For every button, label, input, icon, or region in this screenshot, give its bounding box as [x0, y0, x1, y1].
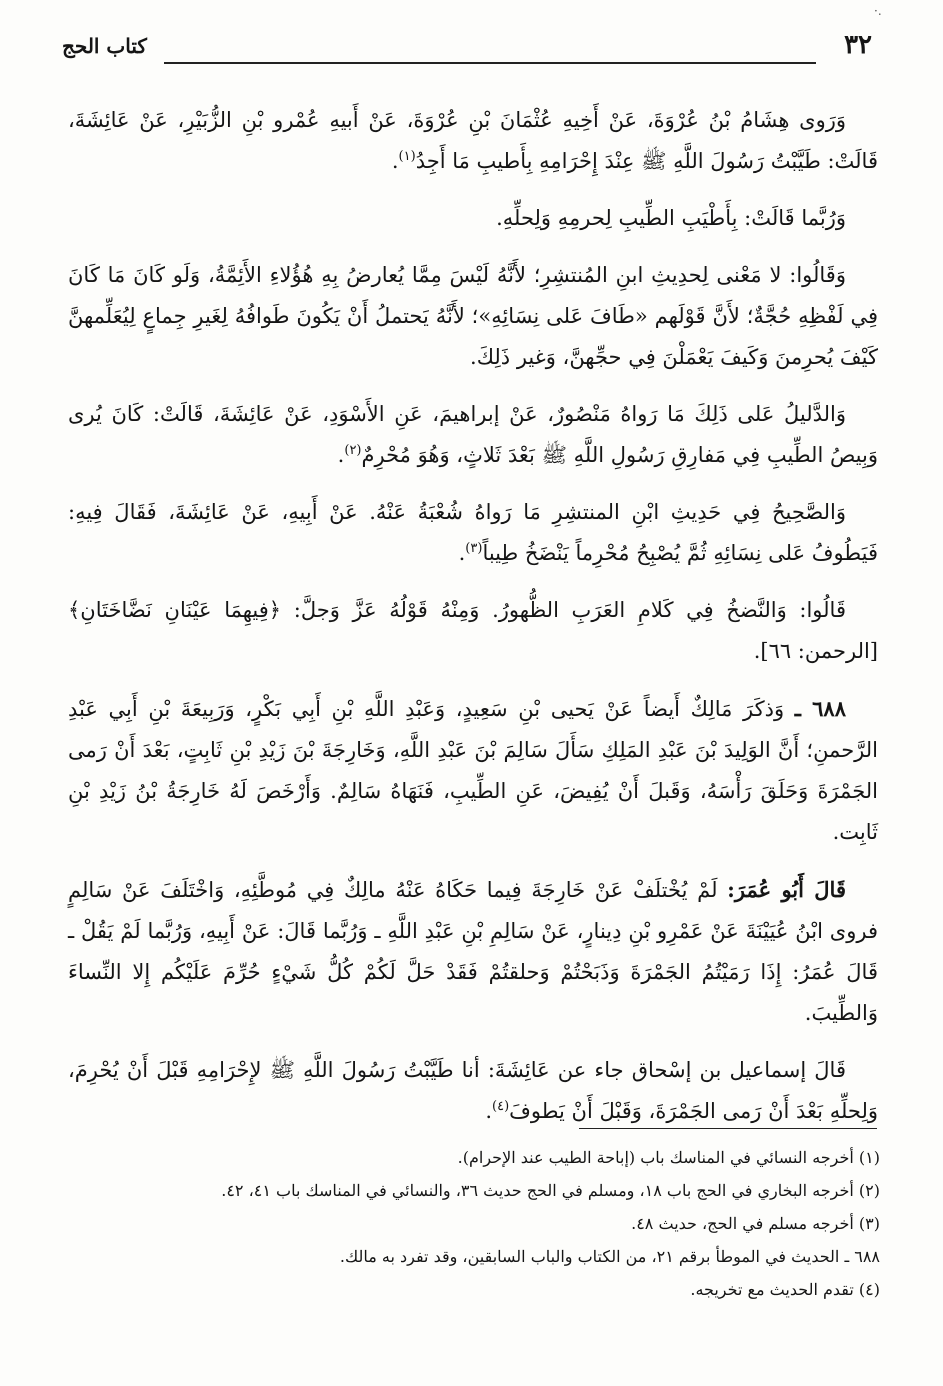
paragraph: قَالَ إسماعيل بن إسْحاق جاء عن عَائِشَةَ: أنا طَيَّبْتُ رَسُولَ اللَّهِ ﷺ لإِحْرَامِهِ قَبْلَ أَنْ يُحْرِمَ، وَلِحلِّهِ بَعْدَ أَنْ رَمى الجَمْرَةَ، وَقَبْلَ أَنْ يَطوفَ$^{(٤)}$. [68, 1058, 878, 1123]
main-text [68, 100, 878, 1148]
author-lead: قَالَ أَبُو عُمَرَ: [727, 877, 846, 902]
running-header [62, 28, 872, 68]
footnote: ٦٨٨ ـ الحديث في الموطأ برقم ٢١، من الكتاب والباب السابقين، وقد تفرد به مالك. [339, 1247, 880, 1266]
footnote-ref: (٢) [344, 443, 362, 458]
header-rule [164, 62, 816, 64]
footnote: (٢) أخرجه البخاري في الحج باب ١٨، ومسلم في الحج حديث ٣٦، والنسائي في المناسك باب ٤١، ٤٢. [221, 1181, 880, 1200]
paragraph: قَالَ أَبُو عُمَرَ: لَمْ يُخْتلَفْ عَنْ خَارِجَةَ فِيما حَكَاهُ عَنْهُ مالِكٌ فِي مُوطَّئِهِ، وَاخْتَلَفَ عَنْ سَالِمٍ فروى ابْنُ عُيَيْنَةَ عَنْ عَمْرِو بْنِ دِينارٍ، عَنْ سَالِمِ بْنِ عَبْدِ اللَّهِ ـ وَرُبَّما قَالَ: عَنْ أَبِيهِ، وَرُبَّما لَمْ يَقُلْ ـ قَالَ عُمَرُ: إِذَا رَمَيْتُمُ الجَمْرَةَ وَذَبَحْتُمْ وَحلقتُمْ فَقَدْ حَلَّ لَكُمْ كُلُّ شَيْءٍ حُرِّمَ عَلَيْكُم إِلا النِّساءَ وَالطِّيبَ. [68, 877, 878, 1025]
footnote: (٣) أخرجه مسلم في الحج، حديث ٤٨. [631, 1214, 880, 1233]
footnote-rule [579, 1128, 877, 1129]
footnote: (٤) تقدم الحديث مع تخريجه. [690, 1280, 880, 1299]
hadith-paragraph: ٦٨٨ ـ وَذكَرَ مَالِكٌ أَيضاً عَنْ يَحيى بْنِ سَعِيدٍ، وَعَبْدِ اللَّهِ بْنِ أَبِي بَكْرٍ، وَرَبِيعَةَ بْنِ أَبِي عَبْدِ الرَّحمنِ؛ أَنَّ الوَلِيدَ بْنَ عَبْدِ المَلِكِ سَأَلَ سَالِمَ بْنَ عَبْدِ اللَّهِ، وَخَارِجَةَ بْنَ زَيْدِ بْنِ ثَابِتٍ، بَعْدَ أَنْ رَمى الجَمْرَةَ وَحَلَقَ رَأْسَهُ، وَقَبلَ أَنْ يُفِيضَ، عَنِ الطِّيبِ، فَنَهَاهُ سَالِمٌ. وَأَرْخَصَ لَهُ خَارِجَةُ بْنُ زَيْدِ بْنِ ثَابِت. [68, 696, 878, 844]
paragraph: وَالصَّحِيحُ فِي حَدِيثِ ابْنِ المنتشِرِ مَا رَواهُ شُعْبَةُ عَنْهُ. عَنْ أَبِيهِ، عَنْ عَائِشَةَ، فَقَالَ فِيهِ: فَيَطُوفُ عَلى نِسَائِهِ ثُمَّ يُصْبِحُ مُحْرِماً يَنْضَخُ طِيباً$^{(٣)}$. [68, 500, 878, 565]
paragraph: وَرُبَّما قَالَتْ: بِأَطْيَبِ الطِّيبِ لِحرمِهِ وَلِحلِّهِ. [496, 206, 846, 230]
footnote-ref: (٤) [492, 1099, 510, 1114]
footnotes [68, 1144, 880, 1309]
paragraph: وَقَالُوا: لا مَعْنى لِحدِيثِ ابنِ المُنتشِرِ؛ لأَنَّهُ لَيْسَ مِمَّا يُعارضُ بِهِ هُؤُلاءِ الأَئِمَّةُ، وَلَو كَانَ مَا كَانَ فِي لَفْظِهِ حُجَّةٌ؛ لأَنَّ قَوْلَهم «طَافَ عَلى نِسَائِهِ»؛ لأَنَّهُ يَحتملُ أَنْ يَكُونَ طَوافُهُ لِغَيرِ جِماعٍ لِيُعَلِّمهنَّ كَيْفَ يُحرِمنَ وَكَيفَ يَعْمَلْنَ فِي حجِّهنَّ، وَغير ذَلِكَ. [68, 263, 878, 369]
book-title: كتاب الحج [62, 34, 147, 58]
paragraph: وَالدَّليلُ عَلى ذَلِكَ مَا رَواهُ مَنْصُورٌ، عَنْ إبراهيمَ، عَنِ الأَسْوَدِ، عَنْ عَائِشَةَ، قَالَتْ: كَانَ يُرى وَبِيصُ الطِّيبِ فِي مَفارِقِ رَسُولِ اللَّهِ ﷺ بَعْدَ ثَلاثٍ، وَهُوَ مُحْرِمٌ$^{(٢)}$. [68, 402, 878, 467]
paragraph: وَرَوى هِشَامُ بْنُ عُرْوَةَ، عَنْ أَخِيهِ عُثْمَانَ بْنِ عُرْوَةَ، عَنْ أَبيهِ عُمْرو بْنِ الزُّبَيْرِ، عَنْ عَائِشَةَ، قَالَتْ: طَيَّبْتُ رَسُولَ اللَّهِ ﷺ عِنْدَ إِحْرَامِهِ بِأَطيبِ مَا أَجِدُ$^{(١)}$. [68, 108, 878, 173]
hadith-number: ٦٨٨ ـ [794, 696, 846, 721]
paragraph: قَالُوا: وَالنَّضخُ فِي كَلامِ العَرَبِ الظُّهورُ. وَمِنْهُ قَوْلُهُ عَزَّ وَجلَّ: ﴿فِيهِمَا عَيْنَانِ نَضَّاخَتَانِ﴾ [الرحمن: ٦٦]. [68, 598, 878, 663]
footnote-ref: (١) [398, 149, 416, 164]
scan-speck: ·. [874, 4, 882, 18]
footnote: (١) أخرجه النسائي في المناسك باب (إباحة الطيب عند الإحرام). [457, 1148, 880, 1167]
page-number: ٣٢ [844, 30, 872, 60]
footnote-ref: (٣) [465, 541, 483, 556]
